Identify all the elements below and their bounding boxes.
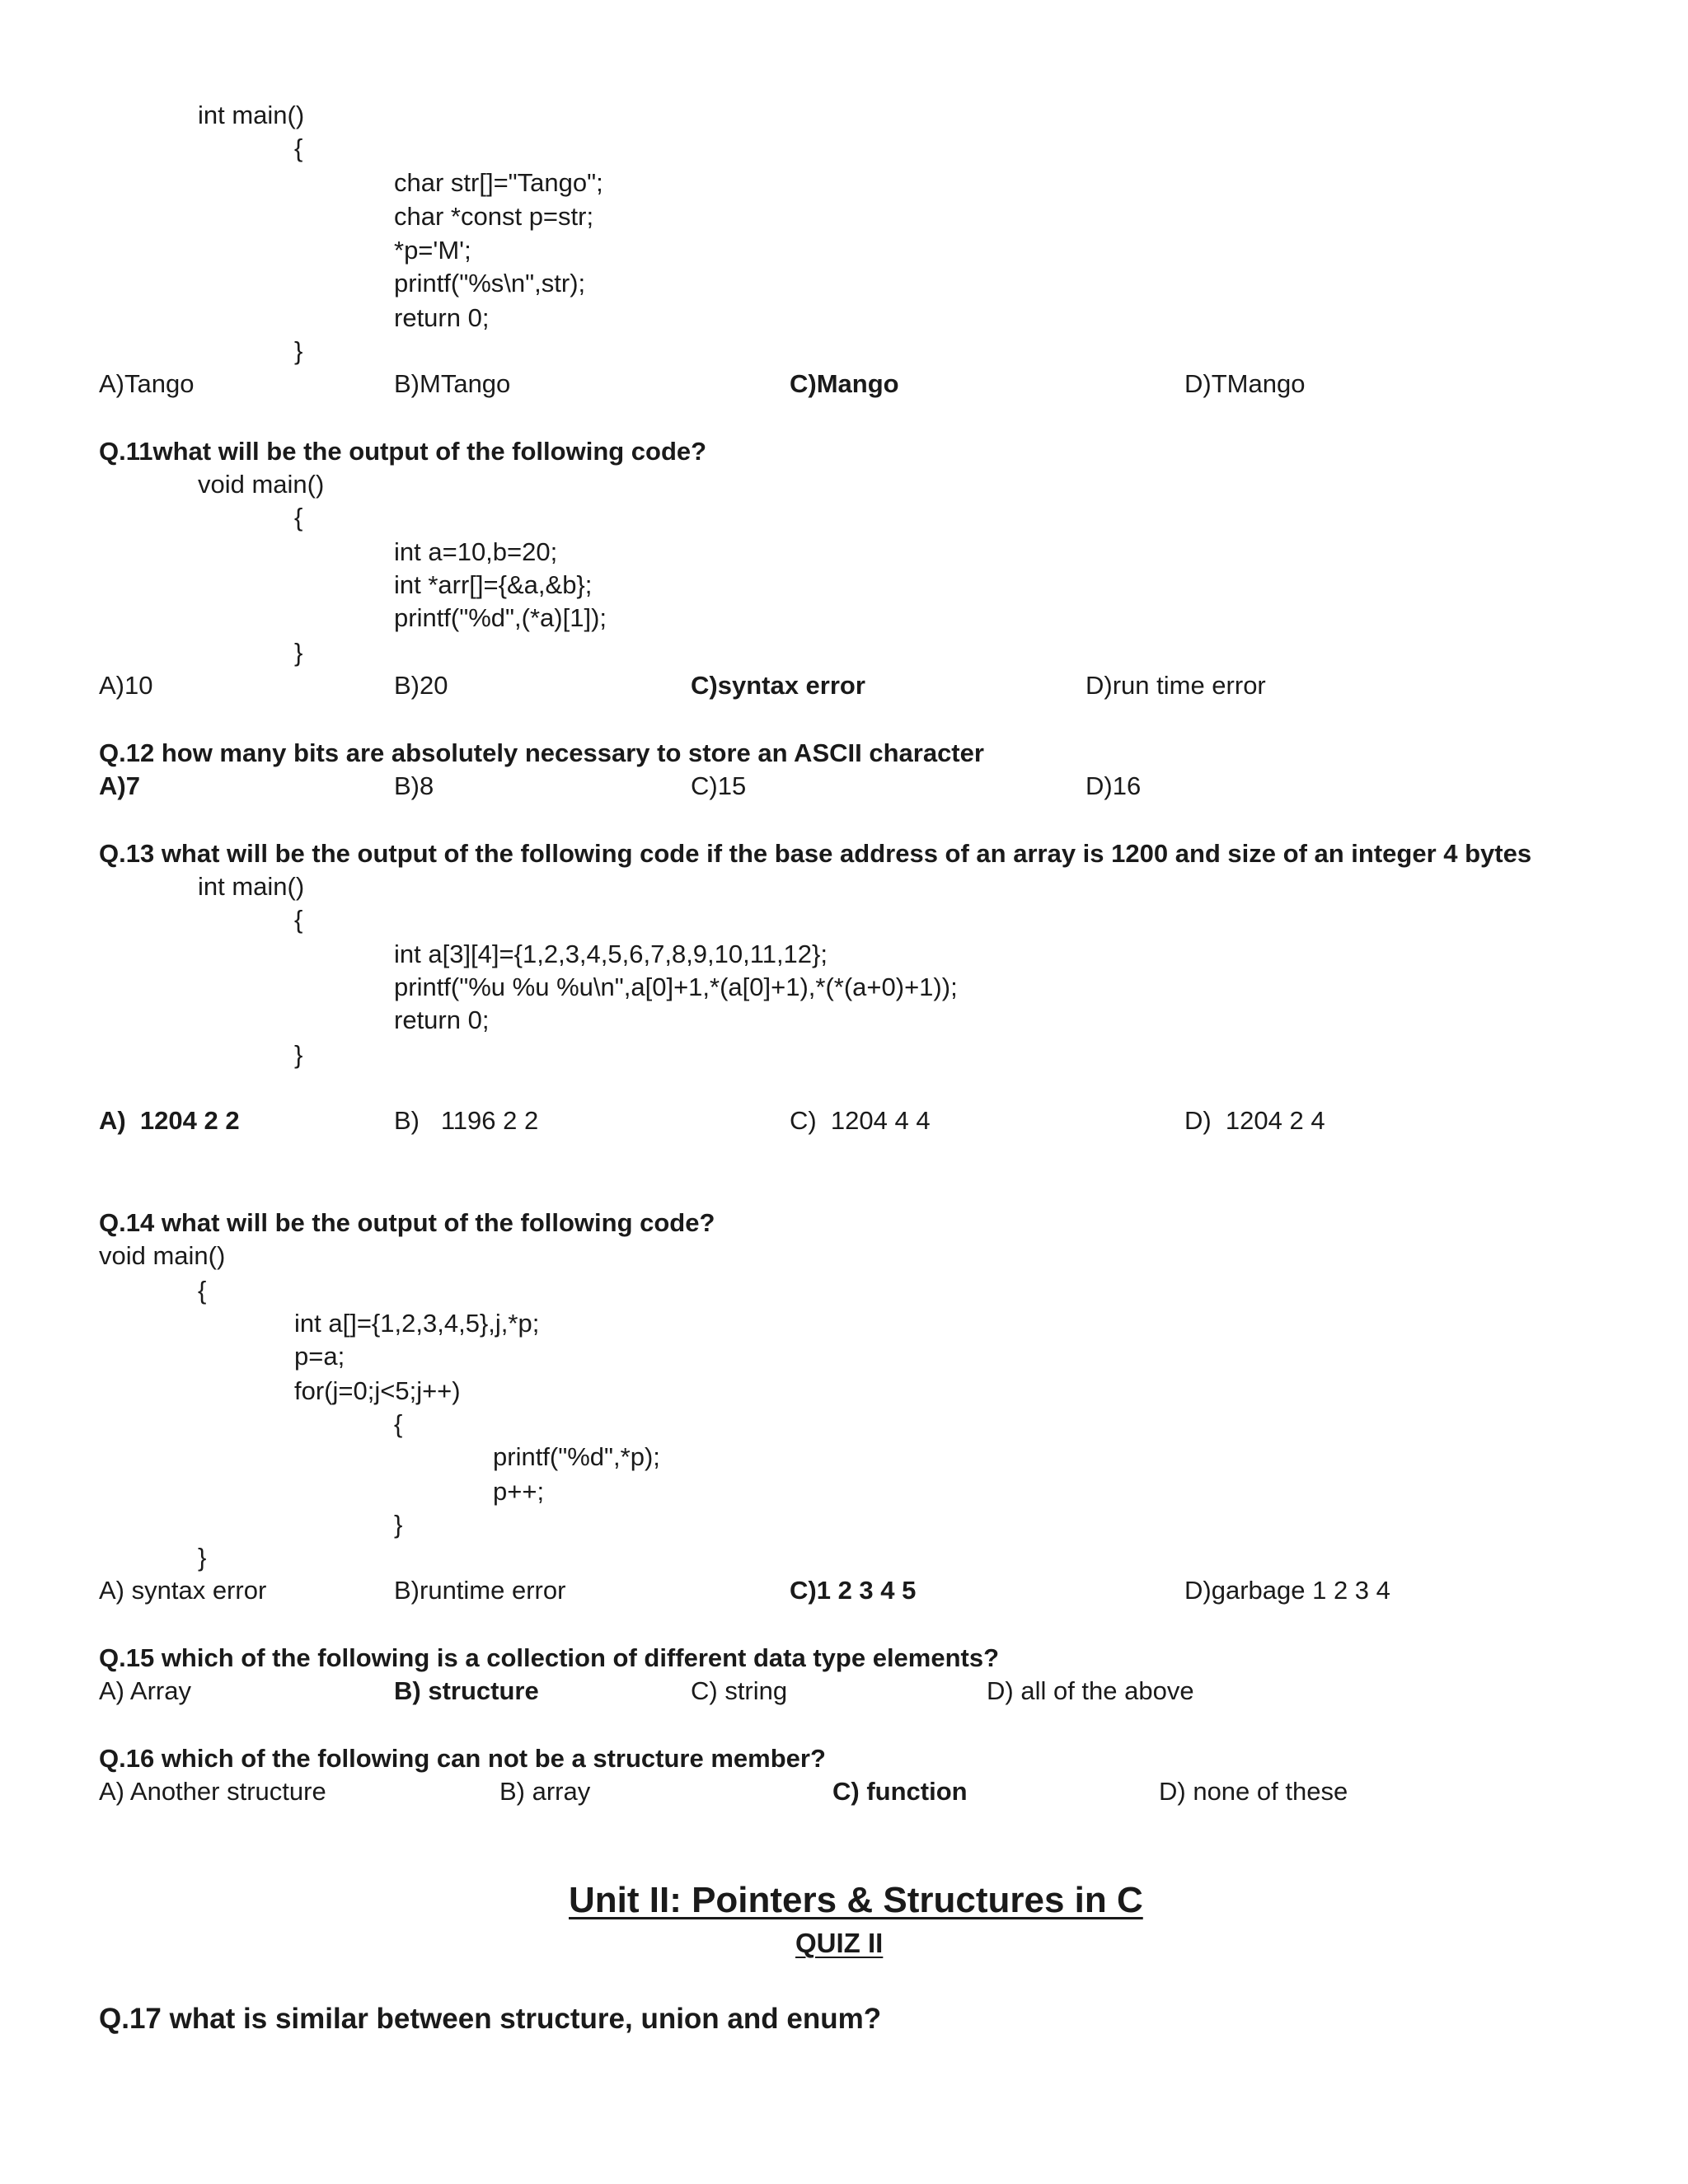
q13-code-line: int main() <box>198 872 305 901</box>
q13-option-d: D) 1204 2 4 <box>1184 1106 1325 1135</box>
q14-code-line: void main() <box>99 1241 226 1270</box>
q16-option-d: D) none of these <box>1159 1777 1348 1806</box>
quiz-subtitle: QUIZ II <box>795 1928 884 1958</box>
q14-code-line: { <box>198 1276 207 1305</box>
q11-option-a: A)10 <box>99 671 153 700</box>
q10-option-c-correct: C)Mango <box>790 369 899 398</box>
q15-option-c: C) string <box>691 1676 788 1705</box>
q13-option-c: C) 1204 4 4 <box>790 1106 931 1135</box>
q15-option-b-correct: B) structure <box>394 1676 539 1705</box>
q10-code-line: printf("%s\n",str); <box>394 269 586 298</box>
q14-code-line: } <box>198 1543 207 1572</box>
q14-code-line: for(j=0;j<5;j++) <box>294 1376 461 1405</box>
q11-question: Q.11what will be the output of the following code? <box>99 437 707 466</box>
q10-code-line: } <box>294 336 303 365</box>
q14-code-line: } <box>394 1510 403 1539</box>
q10-option-a: A)Tango <box>99 369 195 398</box>
q13-option-a-correct: A) 1204 2 2 <box>99 1106 240 1135</box>
q11-code-line: printf("%d",(*a)[1]); <box>394 603 607 632</box>
q14-code-line: int a[]={1,2,3,4,5},j,*p; <box>294 1309 540 1338</box>
q11-option-b: B)20 <box>394 671 448 700</box>
q10-code-line: return 0; <box>394 303 490 332</box>
q14-option-a: A) syntax error <box>99 1576 267 1605</box>
q17-question: Q.17 what is similar between structure, union and enum? <box>99 2003 882 2035</box>
q13-option-b: B) 1196 2 2 <box>394 1106 539 1135</box>
q12-option-a-correct: A)7 <box>99 771 140 800</box>
q14-code-line: p=a; <box>294 1342 345 1371</box>
q11-code-line: int a=10,b=20; <box>394 537 558 566</box>
q11-option-d: D)run time error <box>1085 671 1266 700</box>
q14-option-d: D)garbage 1 2 3 4 <box>1184 1576 1390 1605</box>
q14-option-b: B)runtime error <box>394 1576 566 1605</box>
q11-code-line: } <box>294 638 303 667</box>
q13-code-line: printf("%u %u %u\n",a[0]+1,*(a[0]+1),*(*(a+0)+1)); <box>394 972 958 1001</box>
q12-question: Q.12 how many bits are absolutely necessary to store an ASCII character <box>99 738 984 767</box>
q10-code-line: int main() <box>198 101 305 129</box>
q11-code-line: void main() <box>198 470 325 499</box>
q13-code-line: { <box>294 905 303 934</box>
q10-code-line: char str[]="Tango"; <box>394 168 603 197</box>
q13-code-line: int a[3][4]={1,2,3,4,5,6,7,8,9,10,11,12}; <box>394 940 828 968</box>
unit-title: Unit II: Pointers & Structures in C <box>569 1880 1143 1920</box>
q11-option-c-correct: C)syntax error <box>691 671 865 700</box>
q11-code-line: int *arr[]={&a,&b}; <box>394 570 593 599</box>
q10-option-d: D)TMango <box>1184 369 1306 398</box>
q16-option-c-correct: C) function <box>832 1777 968 1806</box>
q11-code-line: { <box>294 503 303 532</box>
q14-option-c-correct: C)1 2 3 4 5 <box>790 1576 917 1605</box>
q16-option-b: B) array <box>499 1777 591 1806</box>
q13-question: Q.13 what will be the output of the following code if the base address of an array is 1200 and size of an integer 4 bytes <box>99 839 1532 868</box>
q12-option-c: C)15 <box>691 771 747 800</box>
q15-option-d: D) all of the above <box>987 1676 1194 1705</box>
q10-option-b: B)MTango <box>394 369 511 398</box>
q13-code-line: } <box>294 1040 303 1069</box>
q14-code-line: printf("%d",*p); <box>493 1442 660 1471</box>
q14-question: Q.14 what will be the output of the following code? <box>99 1208 715 1237</box>
q12-option-b: B)8 <box>394 771 434 800</box>
q15-option-a: A) Array <box>99 1676 191 1705</box>
q16-option-a: A) Another structure <box>99 1777 326 1806</box>
q10-code-line: char *const p=str; <box>394 202 594 231</box>
q14-code-line: p++; <box>493 1477 545 1506</box>
q13-code-line: return 0; <box>394 1005 490 1034</box>
q14-code-line: { <box>394 1409 403 1438</box>
q12-option-d: D)16 <box>1085 771 1142 800</box>
q10-code-line: *p='M'; <box>394 236 471 265</box>
q16-question: Q.16 which of the following can not be a structure member? <box>99 1744 826 1773</box>
q15-question: Q.15 which of the following is a collection of different data type elements? <box>99 1643 1000 1672</box>
q10-code-line: { <box>294 134 303 162</box>
